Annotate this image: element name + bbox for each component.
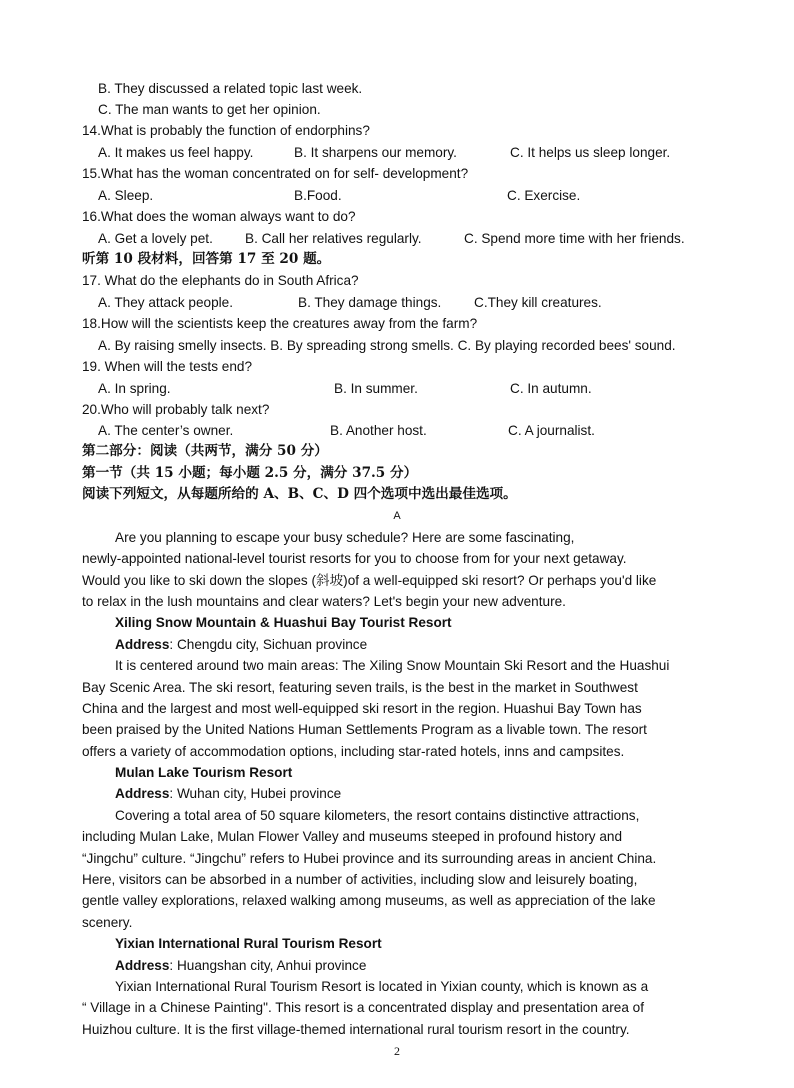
q18-options: A. By raising smelly insects. B. By spreading strong smells. C. By playing recorded bees' sound. xyxy=(98,338,676,353)
address-label: Address xyxy=(115,786,170,801)
resort1-text-line: China and the largest and most well-equipped ski resort in the region. Huashui Bay Town has xyxy=(82,701,642,716)
q16-stem: 16.What does the woman always want to do? xyxy=(82,209,356,224)
q13-option-b: B. They discussed a related topic last week. xyxy=(98,81,363,96)
resort2-address-value: : Wuhan city, Hubei province xyxy=(169,786,342,801)
reading-instruction: 阅读下列短文，从每题所给的 A、B、C、D 四个选项中选出最佳选项。 xyxy=(82,486,517,502)
q19-option-c: C. In autumn. xyxy=(510,381,592,396)
q19-option-a: A. In spring. xyxy=(98,381,171,396)
resort1-address-value: : Chengdu city, Sichuan province xyxy=(169,637,368,652)
q16-option-b: B. Call her relatives regularly. xyxy=(245,231,422,246)
q15-stem: 15.What has the woman concentrated on for self- development? xyxy=(82,166,469,181)
page-number: 2 xyxy=(394,1044,400,1058)
q14-option-a: A. It makes us feel happy. xyxy=(98,145,254,160)
resort3-text-line: Yixian International Rural Tourism Resort is located in Yixian county, which is known as a xyxy=(115,979,649,994)
q16-option-c: C. Spend more time with her friends. xyxy=(464,231,685,246)
resort3-address-value: : Huangshan city, Anhui province xyxy=(169,958,367,973)
q17-options xyxy=(82,292,722,313)
q20-option-a: A. The center’s owner. xyxy=(98,423,234,438)
resort2-address xyxy=(115,783,755,804)
q20-option-b: B. Another host. xyxy=(330,423,427,438)
q17-option-c: C.They kill creatures. xyxy=(474,295,602,310)
q14-option-b: B. It sharpens our memory. xyxy=(294,145,457,160)
resort3-text-line: Huizhou culture. It is the first village-themed international rural tourism resort in the country. xyxy=(82,1022,630,1037)
resort2-text-line: including Mulan Lake, Mulan Flower Valley and museums steeped in profound history and xyxy=(82,829,623,844)
q14-option-c: C. It helps us sleep longer. xyxy=(510,145,671,160)
resort1-text-line: Bay Scenic Area. The ski resort, featuring seven trails, is the best in the market in Southwest xyxy=(82,680,638,695)
q20-options xyxy=(82,420,722,441)
q18-stem: 18.How will the scientists keep the creatures away from the farm? xyxy=(82,316,478,331)
intro-line: Are you planning to escape your busy schedule? Here are some fascinating, xyxy=(115,530,575,545)
resort1-text-line: been praised by the United Nations Human Settlements Program as a livable town. The resort xyxy=(82,722,647,737)
q16-options xyxy=(82,228,722,249)
q15-option-b: B.Food. xyxy=(294,188,342,203)
resort3-name: Yixian International Rural Tourism Resort xyxy=(115,936,382,951)
q17-option-a: A. They attack people. xyxy=(98,295,234,310)
intro-line: newly-appointed national-level tourist resorts for you to choose from for your next getaway. xyxy=(82,551,627,566)
passage-label: A xyxy=(393,510,401,522)
q19-options xyxy=(82,378,722,399)
address-label: Address xyxy=(115,637,170,652)
q16-option-a: A. Get a lovely pet. xyxy=(98,231,213,246)
q13-option-c: C. The man wants to get her opinion. xyxy=(98,102,321,117)
q19-option-b: B. In summer. xyxy=(334,381,418,396)
q15-option-c: C. Exercise. xyxy=(507,188,581,203)
q14-options xyxy=(82,142,722,163)
resort3-address xyxy=(115,955,755,976)
intro-line: to relax in the lush mountains and clear waters? Let's begin your new adventure. xyxy=(82,594,566,609)
q14-stem: 14.What is probably the function of endorphins? xyxy=(82,123,370,138)
resort1-name: Xiling Snow Mountain & Huashui Bay Tourist Resort xyxy=(115,615,452,630)
q17-option-b: B. They damage things. xyxy=(298,295,442,310)
q19-stem: 19. When will the tests end? xyxy=(82,359,253,374)
q15-option-a: A. Sleep. xyxy=(98,188,154,203)
intro-line: Would you like to ski down the slopes (斜坡)of a well-equipped ski resort? Or perhaps you'd like xyxy=(82,573,657,588)
q17-stem: 17. What do the elephants do in South Africa? xyxy=(82,273,359,288)
resort2-text-line: Covering a total area of 50 square kilometers, the resort contains distinctive attractions, xyxy=(115,808,640,823)
resort2-text-line: scenery. xyxy=(82,915,133,930)
reading-part-title: 第二部分：阅读（共两节，满分 50 分） xyxy=(82,443,328,459)
resort1-text-line: offers a variety of accommodation options, including star-rated hotels, inns and campsites. xyxy=(82,744,625,759)
address-label: Address xyxy=(115,958,170,973)
resort2-text-line: Here, visitors can be absorbed in a number of activities, including slow and leisurely boating, xyxy=(82,872,638,887)
resort1-address xyxy=(115,634,755,655)
reading-section-title: 第一节（共 15 小题；每小题 2.5 分，满分 37.5 分） xyxy=(82,465,418,481)
resort3-text-line: “ Village in a Chinese Painting". This resort is a concentrated display and presentation area of xyxy=(82,1000,644,1015)
resort1-text-line: It is centered around two main areas: The Xiling Snow Mountain Ski Resort and the Huashui xyxy=(115,658,670,673)
resort2-text-line: gentle valley explorations, relaxed walking among museums, as well as appreciation of the lake xyxy=(82,893,656,908)
q15-options xyxy=(82,185,722,206)
resort2-text-line: “Jingchu” culture. “Jingchu” refers to Hubei province and its surrounding areas in ancient China. xyxy=(82,851,657,866)
resort2-name: Mulan Lake Tourism Resort xyxy=(115,765,293,780)
section-10-heading: 听第 10 段材料，回答第 17 至 20 题。 xyxy=(82,251,331,267)
q20-option-c: C. A journalist. xyxy=(508,423,595,438)
q20-stem: 20.Who will probably talk next? xyxy=(82,402,270,417)
